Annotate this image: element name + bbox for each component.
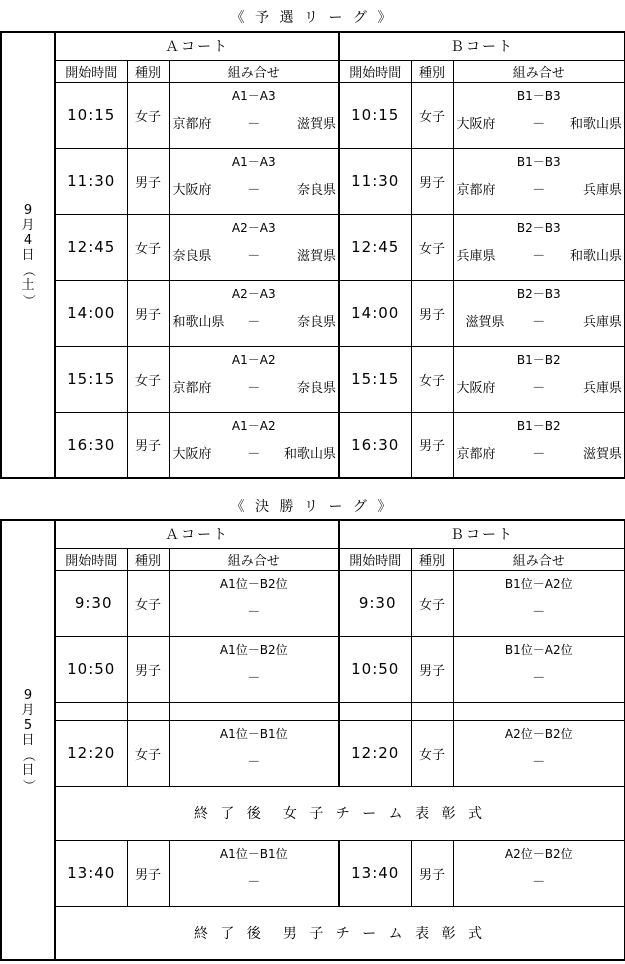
date-char: ）: [20, 293, 36, 307]
match-code: B1位－A2位: [504, 642, 573, 657]
table-row: [1, 214, 625, 280]
court-a-label: Ａコート: [55, 32, 339, 60]
date-char: 日: [21, 247, 35, 263]
match-code: B1－B3: [516, 88, 561, 103]
match-code: B1－B2: [516, 352, 561, 367]
date-char: （: [20, 748, 36, 762]
prelim-date: [1, 32, 55, 478]
team-right: 滋賀県: [296, 116, 336, 132]
header-start-time: 開始時間: [339, 60, 411, 82]
match-dash: －: [532, 670, 546, 686]
start-time: 14:00: [339, 280, 411, 346]
date-char: 4: [23, 232, 33, 248]
start-time: 9:30: [339, 570, 411, 636]
match-dash: －: [532, 446, 546, 462]
court-a-label: Ａコート: [55, 520, 339, 548]
category: 男子: [127, 840, 169, 906]
final-date: [1, 520, 55, 960]
date-char: 月: [21, 217, 35, 233]
start-time: 10:50: [339, 636, 411, 702]
match-dash: －: [532, 604, 546, 620]
match-dash: －: [247, 754, 261, 770]
team-left: 京都府: [456, 446, 496, 462]
match-dash: －: [532, 754, 546, 770]
team-left: 京都府: [172, 380, 212, 396]
match-code: A1位－B2位: [219, 576, 288, 591]
matchup: [169, 346, 339, 412]
matchup: [453, 280, 625, 346]
matchup: [169, 280, 339, 346]
matchup: [169, 636, 339, 702]
header-matchup: 組み合せ: [169, 548, 339, 570]
court-b-label: Ｂコート: [339, 520, 625, 548]
team-right: 奈良県: [296, 314, 336, 330]
match-code: A1位－B1位: [219, 846, 288, 861]
match-code: A2位－B2位: [504, 846, 573, 861]
category: 男子: [411, 840, 453, 906]
category: 女子: [127, 346, 169, 412]
header-category: 種別: [127, 60, 169, 82]
matchup: [169, 148, 339, 214]
start-time: 10:15: [55, 82, 127, 148]
match-dash: －: [532, 116, 546, 132]
start-time: 14:00: [55, 280, 127, 346]
start-time: 11:30: [55, 148, 127, 214]
table-row: [1, 148, 625, 214]
date-char: （: [20, 263, 36, 277]
start-time: 10:50: [55, 636, 127, 702]
final-schedule-table: [0, 519, 625, 961]
date-char: 5: [23, 717, 33, 733]
match-code: A1－A3: [231, 154, 276, 169]
start-time: 13:40: [55, 840, 127, 906]
table-row: [1, 412, 625, 478]
match-dash: －: [532, 380, 546, 396]
team-left: 大阪府: [456, 116, 496, 132]
category: 女子: [127, 82, 169, 148]
start-time: 12:20: [339, 720, 411, 786]
header-matchup: 組み合せ: [453, 548, 625, 570]
table-row: [1, 82, 625, 148]
team-right: 和歌山県: [569, 248, 622, 264]
category: 女子: [411, 82, 453, 148]
header-category: 種別: [411, 548, 453, 570]
prelim-title: 《 予 選 リ ー グ 》: [230, 10, 395, 26]
category: 男子: [127, 636, 169, 702]
court-b-label: Ｂコート: [339, 32, 625, 60]
date-char: 日: [21, 732, 35, 748]
match-code: A2－A3: [231, 220, 276, 235]
matchup: [453, 82, 625, 148]
match-dash: －: [532, 248, 546, 264]
date-char: 日: [21, 762, 35, 778]
match-dash: －: [247, 116, 261, 132]
matchup: [453, 570, 625, 636]
category: 女子: [411, 570, 453, 636]
match-code: A2－A3: [231, 286, 276, 301]
start-time: 16:30: [339, 412, 411, 478]
category: 男子: [411, 280, 453, 346]
team-left: 大阪府: [172, 446, 212, 462]
header-matchup: 組み合せ: [169, 60, 339, 82]
start-time: 12:20: [55, 720, 127, 786]
match-dash: －: [532, 314, 546, 330]
team-left: 和歌山県: [172, 314, 225, 330]
matchup: [453, 720, 625, 786]
header-category: 種別: [411, 60, 453, 82]
start-time: 16:30: [55, 412, 127, 478]
team-right: 奈良県: [296, 380, 336, 396]
match-dash: －: [247, 314, 261, 330]
category: 女子: [127, 570, 169, 636]
date-char: ）: [20, 778, 36, 792]
start-time: 11:30: [339, 148, 411, 214]
team-right: 滋賀県: [582, 446, 622, 462]
team-right: 和歌山県: [569, 116, 622, 132]
table-row: [1, 346, 625, 412]
matchup: [453, 412, 625, 478]
team-left: 奈良県: [172, 248, 212, 264]
matchup: [169, 82, 339, 148]
match-code: B1－B3: [516, 154, 561, 169]
match-code: B1位－A2位: [504, 576, 573, 591]
matchup: [169, 570, 339, 636]
team-right: 奈良県: [296, 182, 336, 198]
match-dash: －: [247, 380, 261, 396]
date-char: 9: [23, 687, 33, 703]
team-left: 大阪府: [456, 380, 496, 396]
header-matchup: 組み合せ: [453, 60, 625, 82]
team-left: 滋賀県: [465, 314, 505, 330]
header-start-time: 開始時間: [55, 60, 127, 82]
matchup: [169, 720, 339, 786]
team-left: 京都府: [456, 182, 496, 198]
final-title: 《 決 勝 リ ー グ 》: [230, 499, 395, 515]
category: 女子: [127, 214, 169, 280]
match-dash: －: [247, 670, 261, 686]
spacer-row: [1, 702, 625, 720]
category: 男子: [411, 148, 453, 214]
category: 男子: [127, 412, 169, 478]
category: 男子: [411, 412, 453, 478]
match-code: A2位－B2位: [504, 726, 573, 741]
match-code: B1－B2: [516, 418, 561, 433]
header-category: 種別: [127, 548, 169, 570]
match-code: A1－A2: [231, 352, 276, 367]
table-row: [1, 280, 625, 346]
match-code: A1位－B2位: [219, 642, 288, 657]
matchup: [453, 346, 625, 412]
team-right: 和歌山県: [283, 446, 336, 462]
start-time: 12:45: [55, 214, 127, 280]
matchup: [169, 840, 339, 906]
team-left: 兵庫県: [456, 248, 496, 264]
start-time: 12:45: [339, 214, 411, 280]
team-right: 兵庫県: [582, 380, 622, 396]
match-dash: －: [247, 446, 261, 462]
table-row: [1, 636, 625, 702]
matchup: [453, 840, 625, 906]
match-dash: －: [247, 248, 261, 264]
match-dash: －: [532, 874, 546, 890]
start-time: 9:30: [55, 570, 127, 636]
match-dash: －: [247, 604, 261, 620]
date-char: 月: [21, 702, 35, 718]
matchup: [453, 636, 625, 702]
start-time: 13:40: [339, 840, 411, 906]
match-dash: －: [532, 182, 546, 198]
ceremony-row: [1, 786, 625, 840]
team-right: 兵庫県: [582, 314, 622, 330]
team-right: 滋賀県: [296, 248, 336, 264]
category: 女子: [127, 720, 169, 786]
category: 男子: [127, 148, 169, 214]
category: 女子: [411, 720, 453, 786]
team-left: 大阪府: [172, 182, 212, 198]
start-time: 15:15: [339, 346, 411, 412]
team-left: 京都府: [172, 116, 212, 132]
prelim-schedule-table: [0, 31, 625, 479]
matchup: [169, 412, 339, 478]
match-code: B2－B3: [516, 220, 561, 235]
category: 男子: [127, 280, 169, 346]
date-char: 土: [21, 277, 35, 293]
date-char: 9: [23, 202, 33, 218]
matchup: [453, 214, 625, 280]
matchup: [453, 148, 625, 214]
start-time: 15:15: [55, 346, 127, 412]
category: 女子: [411, 346, 453, 412]
match-code: A1－A3: [231, 88, 276, 103]
start-time: 10:15: [339, 82, 411, 148]
table-row: [1, 570, 625, 636]
men-award-ceremony: 終 了 後 男 子 チ ー ム 表 彰 式: [55, 906, 625, 960]
women-award-ceremony: 終 了 後 女 子 チ ー ム 表 彰 式: [55, 786, 625, 840]
category: 男子: [411, 636, 453, 702]
team-right: 兵庫県: [582, 182, 622, 198]
ceremony-row: [1, 906, 625, 960]
category: 女子: [411, 214, 453, 280]
match-dash: －: [247, 182, 261, 198]
match-dash: －: [247, 874, 261, 890]
match-code: A1－A2: [231, 418, 276, 433]
table-row: [1, 840, 625, 906]
header-start-time: 開始時間: [339, 548, 411, 570]
table-row: [1, 720, 625, 786]
match-code: B2－B3: [516, 286, 561, 301]
matchup: [169, 214, 339, 280]
header-start-time: 開始時間: [55, 548, 127, 570]
match-code: A1位－B1位: [219, 726, 288, 741]
